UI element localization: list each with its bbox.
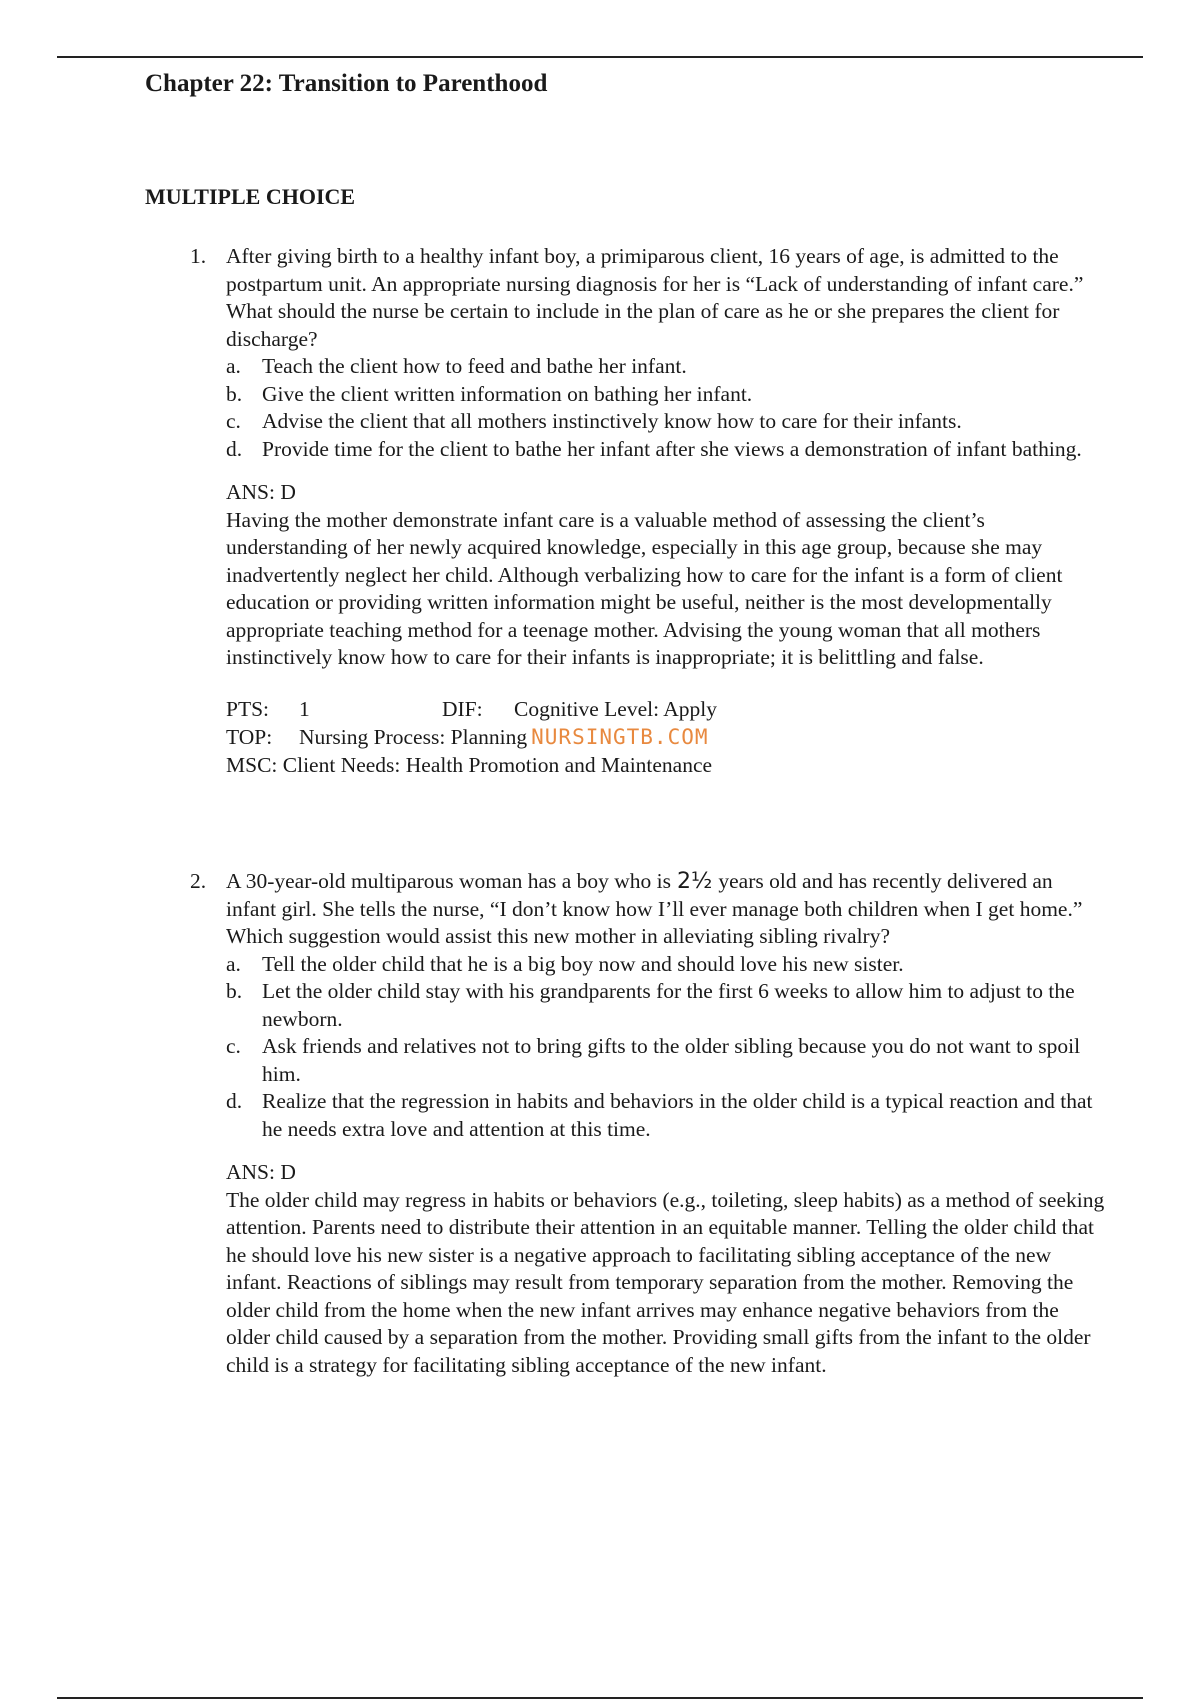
option-a — [226, 951, 1106, 979]
age-fraction: 2½ — [677, 869, 713, 894]
option-letter: c. — [226, 409, 241, 433]
question-2 — [190, 868, 1106, 1379]
msc-label: MSC: — [226, 752, 278, 777]
msc-value: Client Needs: Health Promotion and Maintenance — [282, 752, 713, 777]
option-b — [226, 381, 1106, 409]
stem-text-before: A 30-year-old multiparous woman has a boy who is — [226, 869, 672, 893]
chapter-title: Chapter 22: Transition to Parenthood — [145, 70, 548, 97]
option-text: Give the client written information on bathing her infant. — [262, 381, 753, 406]
question-stem — [226, 868, 1106, 951]
dif-value: Cognitive Level: Apply — [514, 696, 718, 721]
option-c — [226, 1033, 1106, 1088]
rationale: The older child may regress in habits or behaviors (e.g., toileting, sleep habits) as a method of seeking attention. Parents need to distribute their attention in an equitable manner. Telling the older child that he should love his new sister is a negative approach to facilitating sibling acceptance of the new infant. Reactions of siblings may result from temporary separation from the mother. Removing the older child from the home when the new infant arrives may enhance negative behaviors from the older child caused by a separation from the mother. Providing small gifts from the infant to the older child is a strategy for facilitating sibling acceptance of the new infant. — [226, 1187, 1105, 1377]
option-letter: a. — [226, 354, 241, 378]
section-heading: MULTIPLE CHOICE — [145, 184, 356, 209]
top-value: Nursing Process: Planning — [299, 724, 528, 749]
meta-row-top — [226, 724, 1106, 752]
option-a — [226, 353, 1106, 381]
option-d — [226, 1088, 1106, 1143]
option-letter: b. — [226, 979, 243, 1003]
option-letter: a. — [226, 951, 241, 976]
stem-text-after: years old and has recently delivered an infant girl. She tells the nurse, “I don’t know how I’ll ever manage both children when I get home.” Which suggestion would assist this new mother in alleviating sibling rivalry? — [226, 869, 1083, 948]
answer-key: ANS: D — [226, 480, 296, 504]
answer-options — [226, 951, 1106, 1144]
option-letter: c. — [226, 1034, 241, 1058]
option-text: Provide time for the client to bathe her infant after she views a demonstration of infant bathing. — [262, 436, 1082, 461]
pts-value: 1 — [299, 696, 310, 721]
dif-field — [442, 696, 717, 724]
option-d — [226, 436, 1106, 464]
top-label: TOP: — [226, 724, 273, 749]
pts-label: PTS: — [226, 696, 270, 721]
option-letter: d. — [226, 1089, 243, 1113]
question-1 — [190, 243, 1106, 780]
answer-options — [226, 353, 1106, 463]
question-number: 2. — [190, 869, 207, 893]
option-letter: b. — [226, 381, 243, 406]
watermark: NURSINGTB.COM — [531, 724, 709, 749]
question-stem: After giving birth to a healthy infant boy, a primiparous client, 16 years of age, is admitted to the postpartum unit. An appropriate nursing diagnosis for her is “Lack of understanding of infant care.” What should the nurse be certain to include in the plan of care as he or she prepares the client for discharge? — [226, 244, 1084, 351]
question-metadata — [226, 696, 1106, 780]
option-text: Realize that the regression in habits and behaviors in the older child is a typical reaction and that he needs extra love and attention at this time. — [262, 1089, 1093, 1141]
meta-row-msc — [226, 752, 1106, 780]
bottom-rule — [57, 1697, 1143, 1699]
meta-row-pts-dif — [226, 696, 1106, 724]
question-number: 1. — [190, 244, 207, 268]
option-text: Advise the client that all mothers instinctively know how to care for their infants. — [262, 409, 962, 433]
dif-label: DIF: — [442, 696, 483, 721]
option-text: Let the older child stay with his grandparents for the first 6 weeks to allow him to adjust to the newborn. — [262, 979, 1075, 1031]
answer-key: ANS: D — [226, 1160, 296, 1184]
option-c — [226, 408, 1106, 436]
option-b — [226, 978, 1106, 1033]
top-rule — [57, 56, 1143, 58]
option-text: Ask friends and relatives not to bring gifts to the older sibling because you do not want to spoil him. — [262, 1034, 1081, 1086]
option-text: Tell the older child that he is a big boy now and should love his new sister. — [262, 951, 904, 976]
option-text: Teach the client how to feed and bathe her infant. — [262, 354, 687, 378]
option-letter: d. — [226, 436, 243, 461]
rationale: Having the mother demonstrate infant care is a valuable method of assessing the client’s understanding of her newly acquired knowledge, especially in this age group, because she may inadvertently neglect her child. Although verbalizing how to care for the infant is a form of client education or providing written information might be useful, neither is the most developmentally appropriate teaching method for a teenage mother. Advising the young woman that all mothers instinctively know how to care for their infants is inappropriate; it is belittling and false. — [226, 507, 1063, 669]
